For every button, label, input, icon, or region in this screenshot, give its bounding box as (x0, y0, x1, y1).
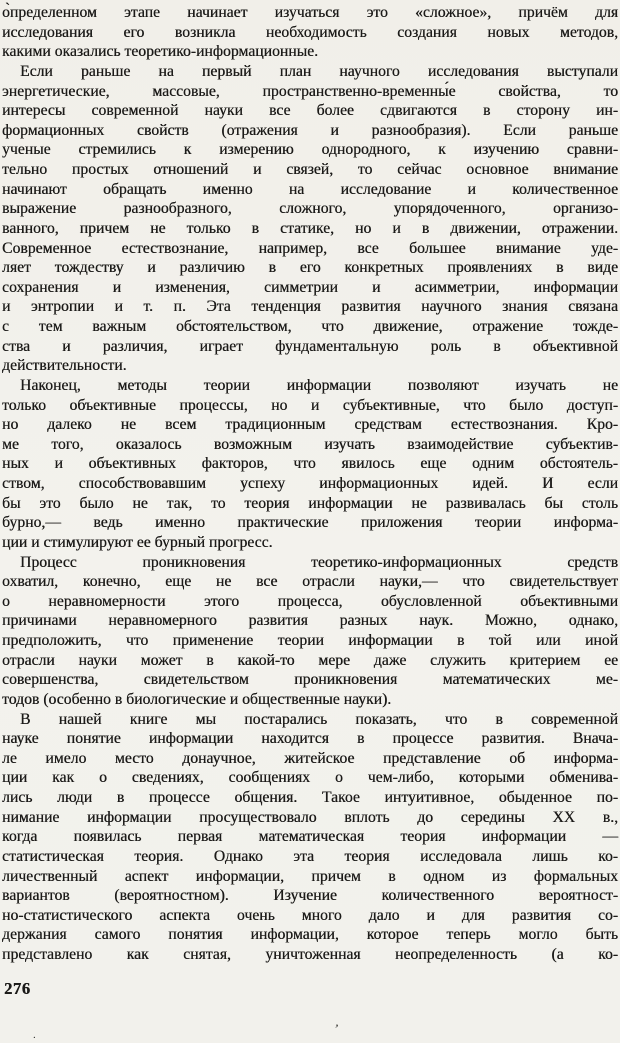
text-line: нимание информации просуществовало вплоть до середины XX в., (2, 808, 618, 826)
text-line: ством, способствовавшим успеху информационных идей. И если (2, 475, 618, 492)
text-line: энергетические, массовые, пространственно-временны́е свойства, то (2, 82, 618, 100)
text-line: В нашей книге мы постарались показать, что в современной (20, 710, 618, 728)
text-line: ляет тождеству и различию в его конкретных проявлениях в виде (2, 259, 618, 277)
text-line: личественный аспект информации, причем в одном из формальных (2, 867, 618, 885)
text-line: держания самого понятия информации, которое теперь могло быть (2, 926, 618, 944)
text-line: Наконец, методы теории информации позволяют изучать не (20, 376, 618, 394)
text-line: вариантов (вероятностном). Изучение количественного вероятност- (2, 887, 618, 905)
page-number: 276 (4, 979, 31, 998)
text-line: о̀пределенном этапе начинает изучаться это «сложное», причём для (2, 4, 618, 21)
text-line: интересы современной науки все более сдвигаются в сторону ин- (2, 102, 618, 120)
text-line: Если раньше на первый план научного исследования выступали (20, 62, 618, 80)
scan-speck-icon: ’ (332, 1020, 341, 1037)
text-line: когда появилась первая математическая теория информации — (2, 828, 618, 846)
text-line: охватил, конечно, еще не все отрасли науки,— что свидетельствует (2, 573, 618, 591)
text-line: формационных свойств (отражения и разнообразия). Если раньше (2, 121, 618, 139)
text-line: ции как о сведениях, сообщениях о чем-либо, которыми обменива- (2, 769, 618, 787)
text-line: начинают обращать именно на исследование и количественное (2, 180, 618, 198)
text-line: совершенства, свидетельством проникновения математических ме- (2, 671, 618, 689)
text-line: тодов (особенно в биологические и общественные науки). (2, 690, 392, 708)
text-line: с тем важным обстоятельством, что движение, отражение тожде- (2, 318, 618, 335)
text-line: науке понятие информации находится в процессе развития. Внача- (2, 730, 618, 748)
text-line: действительности. (2, 357, 127, 375)
text-line: какими оказались теоретико-информационные. (2, 43, 319, 61)
text-line: ме того, оказалось возможным изучать взаимодействие субъектив- (2, 435, 618, 453)
text-line: о неравномерности этого процесса, обусловленной объективными (2, 592, 618, 610)
text-line: ванного, причем не только в статике, но и в движении, отражении. (2, 219, 618, 237)
text-line: ученые стремились к измерению однородного, к изучению сравни- (2, 141, 618, 159)
text-line: выражение разнообразного, сложного, упорядоченного, организо- (2, 200, 618, 218)
text-line: сохранения и изменения, симметрии и асимметрии, информации (2, 278, 618, 296)
text-line: только объективные процессы, но и субъективные, что было доступ- (2, 396, 618, 414)
text-line: Процесс проникновения теоретико-информационных средств (20, 553, 618, 571)
text-line: Современное естествознание, например, все большее внимание уде- (2, 239, 618, 257)
text-line: но далеко не всем традиционным средствам естествознания. Кро- (2, 416, 618, 434)
text-line: причинами неравномерного развития разных наук. Можно, однако, (2, 612, 618, 630)
text-line: бы это было не так, то теория информации не развивалась бы столь (2, 494, 618, 512)
text-line: ства и различия, играет фундаментальную роль в объективной (2, 337, 618, 355)
text-line: предположить, что применение теории информации в той или иной (2, 632, 618, 649)
text-line: ных и объективных факторов, что явилось еще одним обстоятель- (2, 455, 618, 473)
text-column (2, 3, 618, 965)
text-line: ле имело место донаучное, житейское представление об информа- (2, 749, 618, 767)
text-line: бурно,— ведь именно практические приложения теории информа- (2, 514, 618, 532)
text-line: исследования его возникла необходимость создания новых методов, (2, 23, 618, 41)
text-line: но-статистического аспекта очень много дало и для развития со- (2, 906, 618, 924)
text-line: представлено как снятая, уничтоженная неопределенность (а ко- (2, 946, 618, 963)
text-line: отрасли науки может в какой-то мере даже служить критерием ее (2, 651, 618, 669)
text-line: лись люди в процессе общения. Такое интуитивное, обыденное по- (2, 789, 618, 806)
text-line: и энтропии и т. п. Эта тенденция развития научного знания связана (2, 298, 618, 316)
text-line: ции и стимулируют ее бурный прогресс. (2, 533, 273, 551)
text-line: статистическая теория. Однако эта теория исследовала лишь ко- (2, 847, 618, 865)
scan-speck-icon: . (33, 1029, 36, 1041)
text-line: тельно простых отношений и связей, то сейчас основное внимание (2, 161, 618, 178)
